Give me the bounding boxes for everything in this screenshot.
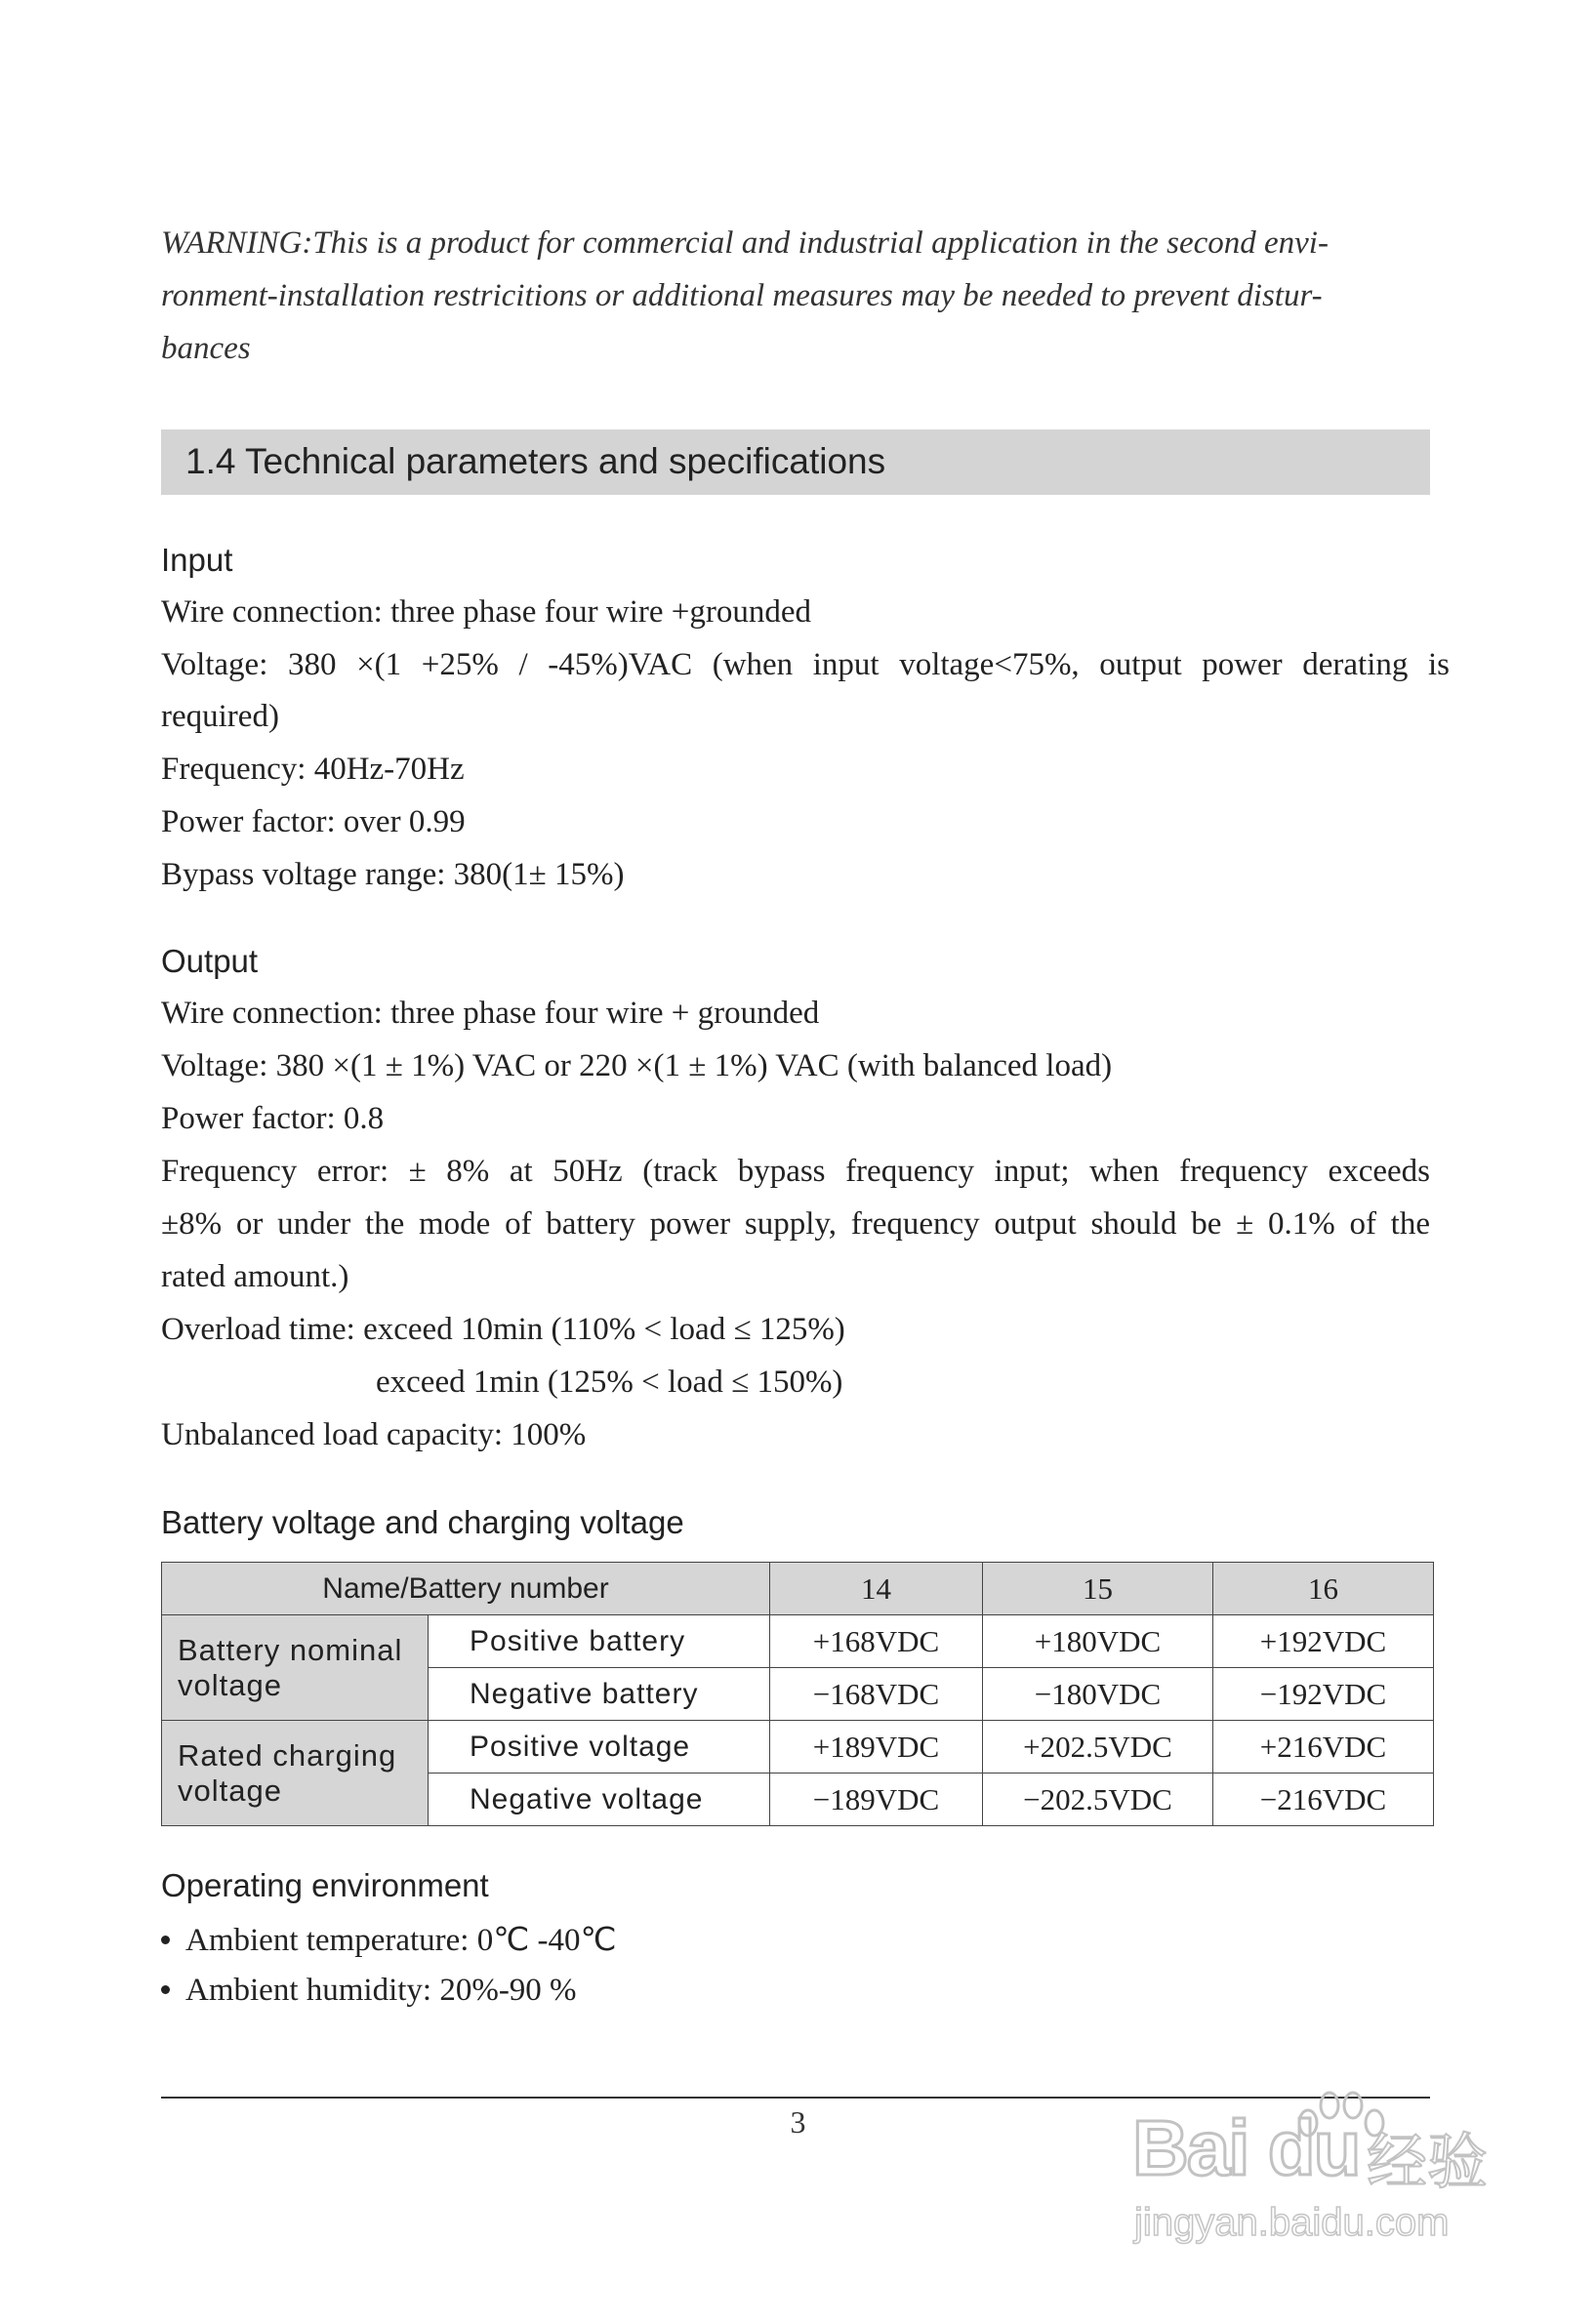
input-voltage-line-1: Voltage: 380 ×(1 +25% / -45%)VAC (when input voltage<75%, output power derating is [161,647,1450,682]
warning-line-3: bances [161,331,251,366]
input-bypass-voltage: Bypass voltage range: 380(1± 15%) [161,857,625,892]
section-header-bar [161,429,1430,495]
output-power-factor: Power factor: 0.8 [161,1101,385,1136]
group-label-line: voltage [178,1773,282,1808]
input-voltage-line-2: required) [161,699,279,734]
table-row [162,1721,1434,1774]
output-frequency-line-2: ±8% or under the mode of battery power supply, frequency output should be ± 0.1% of the [161,1206,1430,1242]
warning-line-1: WARNING:This is a product for commercial and industrial application in the second envi- [161,225,1329,261]
group-label-line: Battery nominal [178,1632,403,1667]
input-wire-connection: Wire connection: three phase four wire +grounded [161,594,812,630]
output-overload-line-1: Overload time: exceed 10min (110% < load ≤ 125%) [161,1312,845,1347]
table-header-col-15: 15 [983,1563,1213,1615]
output-frequency-line-1: Frequency error: ± 8% at 50Hz (track bypass frequency input; when frequency exceeds [161,1154,1430,1189]
table-cell: +216VDC [1213,1721,1434,1774]
output-unbalanced-load: Unbalanced load capacity: 100% [161,1417,587,1452]
list-item-text: Ambient humidity: 20%-90 % [185,1973,577,2008]
table-header-col-14: 14 [770,1563,983,1615]
watermark-brand: Bai du [1132,2104,1360,2191]
list-item-text: Ambient temperature: 0℃ -40℃ [185,1923,617,1958]
row-label: Positive battery [429,1615,770,1668]
row-label: Positive voltage [429,1721,770,1774]
input-heading: Input [161,542,233,578]
table-header-row [162,1563,1434,1615]
output-voltage: Voltage: 380 ×(1 ± 1%) VAC or 220 ×(1 ± 1%) VAC (with balanced load) [161,1048,1113,1083]
group-label-line: Rated charging [178,1737,397,1773]
table-cell: −180VDC [983,1668,1213,1721]
list-item [161,1920,617,1959]
output-overload-line-2: exceed 1min (125% < load ≤ 150%) [376,1365,843,1400]
output-frequency-line-3: rated amount.) [161,1259,349,1294]
section-title: 1.4 Technical parameters and specifications [185,441,886,481]
table-header-label: Name/Battery number [162,1563,770,1615]
table-cell: +180VDC [983,1615,1213,1668]
table-cell: −168VDC [770,1668,983,1721]
table-header-col-16: 16 [1213,1563,1434,1615]
table-cell: −192VDC [1213,1668,1434,1721]
list-item [161,1973,577,2009]
page-number: 3 [790,2104,806,2140]
group-rated-charging-voltage [162,1721,429,1826]
table-cell: −216VDC [1213,1774,1434,1826]
table-row [162,1615,1434,1668]
output-heading: Output [161,943,259,979]
baidu-watermark [1123,2084,1533,2255]
row-label: Negative voltage [429,1774,770,1826]
input-power-factor: Power factor: over 0.99 [161,804,466,839]
warning-paragraph [161,217,1430,375]
warning-line-2: ronment-installation restricitions or additional measures may be needed to prevent distur- [161,278,1323,313]
table-cell: −202.5VDC [983,1774,1213,1826]
group-battery-nominal-voltage [162,1615,429,1721]
bullet-icon [161,1985,170,1994]
group-label-line: voltage [178,1667,282,1702]
watermark-chinese: 经验 [1367,2126,1489,2197]
environment-heading: Operating environment [161,1867,489,1903]
watermark-url: jingyan.baidu.com [1134,2201,1450,2244]
output-wire-connection: Wire connection: three phase four wire + grounded [161,996,820,1031]
row-label: Negative battery [429,1668,770,1721]
input-frequency: Frequency: 40Hz-70Hz [161,752,465,787]
bullet-icon [161,1936,170,1944]
table-cell: +192VDC [1213,1615,1434,1668]
table-cell: −189VDC [770,1774,983,1826]
table-cell: +168VDC [770,1615,983,1668]
battery-voltage-table [161,1562,1434,1826]
battery-heading: Battery voltage and charging voltage [161,1504,684,1540]
table-cell: +202.5VDC [983,1721,1213,1774]
table-cell: +189VDC [770,1721,983,1774]
